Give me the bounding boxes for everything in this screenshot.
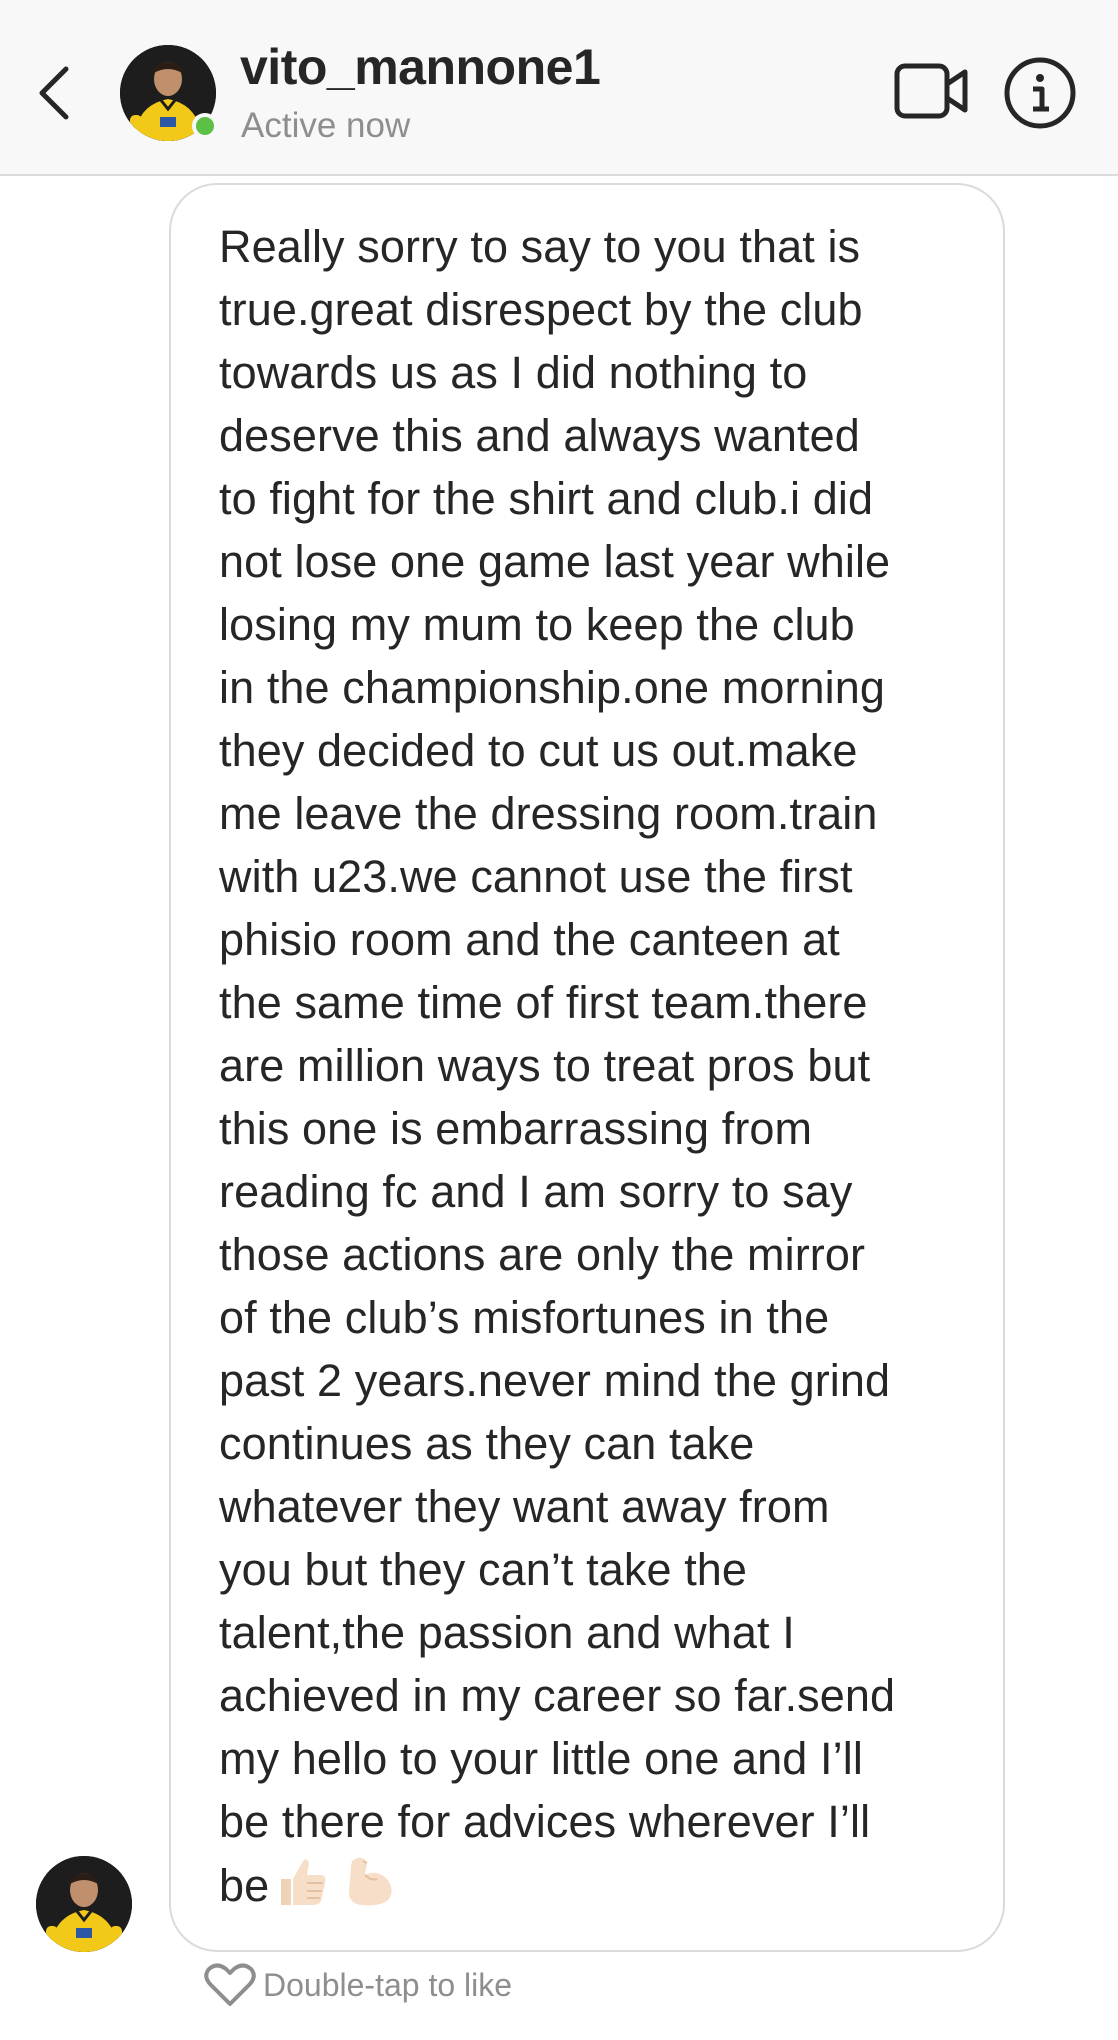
last-line-text: be (219, 1860, 270, 1911)
video-camera-icon (893, 60, 969, 124)
double-tap-label: Double-tap to like (263, 1966, 513, 2003)
message-line: not lose one game last year while (219, 536, 891, 587)
message-line: they decided to cut us out.make (219, 725, 858, 776)
username[interactable]: vito_mannone1 (240, 39, 601, 95)
message-line: the same time of first team.there (219, 977, 868, 1028)
message-line: are million ways to treat pros but (219, 1040, 871, 1091)
message-line: my hello to your little one and I’ll (219, 1733, 863, 1784)
message-line: to fight for the shirt and club.i did (219, 473, 874, 524)
thumbs-up-emoji (273, 1853, 329, 1909)
message-line: Really sorry to say to you that is (219, 221, 861, 272)
info-button[interactable] (1003, 56, 1077, 130)
message-line: past 2 years.never mind the grind (219, 1355, 891, 1406)
message-line: reading fc and I am sorry to say (219, 1166, 853, 1217)
message-line: whatever they want away from (219, 1481, 830, 1532)
message-bubble[interactable] (169, 183, 1005, 1952)
message-line: you but they can’t take the (219, 1544, 748, 1595)
chevron-left-icon (36, 63, 72, 123)
message-line: with u23.we cannot use the first (219, 851, 853, 902)
message-text (219, 215, 979, 1917)
message-line: deserve this and always wanted (219, 410, 860, 461)
info-circle-icon (1003, 56, 1077, 130)
message-line: phisio room and the canteen at (219, 914, 840, 965)
message-line: be there for advices wherever I’ll (219, 1796, 871, 1847)
message-line: true.great disrespect by the club (219, 284, 863, 335)
message-line: losing my mum to keep the club (219, 599, 855, 650)
message-line: continues as they can take (219, 1418, 755, 1469)
message-line: talent,the passion and what I (219, 1607, 795, 1658)
message-line: in the championship.one morning (219, 662, 886, 713)
flexed-biceps-emoji (341, 1853, 397, 1909)
back-button[interactable] (28, 58, 80, 128)
heart-outline-icon (203, 1962, 257, 2008)
message-line: this one is embarrassing from (219, 1103, 813, 1154)
message-line: those actions are only the mirror (219, 1229, 866, 1280)
message-line: towards us as I did nothing to (219, 347, 808, 398)
like-hint[interactable] (203, 1962, 512, 2008)
sender-avatar[interactable] (36, 1856, 132, 1952)
profile-avatar-button[interactable] (120, 45, 216, 141)
emoji-group (273, 1853, 397, 1909)
chat-header (0, 0, 1118, 176)
message-line: of the club’s misfortunes in the (219, 1292, 830, 1343)
video-call-button[interactable] (893, 60, 969, 124)
message-line: achieved in my career so far.send (219, 1670, 896, 1721)
message-line: me leave the dressing room.train (219, 788, 878, 839)
active-status: Active now (241, 106, 411, 145)
online-status-dot (192, 113, 218, 139)
